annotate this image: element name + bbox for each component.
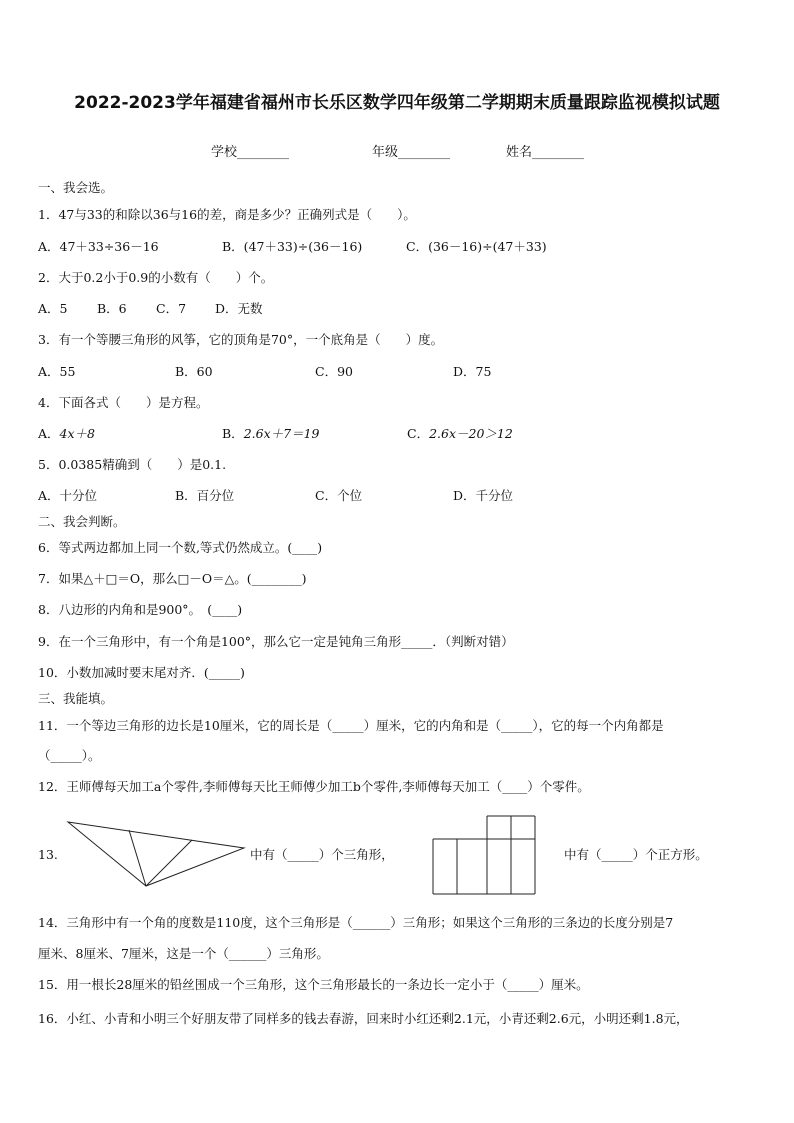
name-field: 姓名________	[506, 145, 585, 160]
question-1-stem: 1．47与33的和除以36与16的差，商是多少？正确列式是（ ）。	[38, 207, 416, 222]
question-2-option-d: D．无数	[215, 301, 263, 316]
question-1-option-a: A．47＋33÷36－16	[38, 239, 159, 254]
question-9: 9．在一个三角形中，有一个角是100°，那么它一定是钝角三角形_____．（判断对错）	[38, 634, 514, 649]
question-5-option-c: C．个位	[315, 488, 363, 503]
equation: 2.6x＋7＝19	[243, 426, 320, 441]
question-4-option-c	[407, 426, 513, 442]
school-field: 学校________	[211, 145, 290, 160]
question-3-option-b: B．60	[175, 364, 213, 379]
question-11-line-2: （_____）。	[38, 748, 101, 763]
option-letter: A．	[38, 426, 60, 441]
question-1-option-c: C．(36－16)÷(47＋33)	[406, 239, 547, 254]
question-3-option-d: D．75	[453, 364, 492, 379]
question-8: 8．八边形的内角和是900°。 (____)	[38, 602, 243, 617]
question-10: 10．小数加减时要末尾对齐．(_____)	[38, 665, 245, 680]
question-15: 15．用一根长28厘米的铅丝围成一个三角形，这个三角形最长的一条边长一定小于（_____）厘米。	[38, 977, 589, 992]
section-heading-choice: 一、我会选。	[38, 180, 114, 195]
squares-figure	[432, 814, 536, 896]
question-1-option-b: B．(47＋33)÷(36－16)	[222, 239, 363, 254]
question-3-stem: 3．有一个等腰三角形的风筝，它的顶角是70°，一个底角是（ ）度。	[38, 332, 444, 347]
question-2-option-c: C．7	[156, 301, 187, 316]
question-4-option-b	[222, 426, 319, 442]
question-16: 16．小红、小青和小明三个好朋友带了同样多的钱去春游，回来时小红还剩2.1元，小青还剩2.6元，小明还剩1.8元，	[38, 1011, 689, 1026]
question-11-line-1: 11．一个等边三角形的边长是10厘米，它的周长是（_____）厘米，它的内角和是（_____），它的每一个内角都是	[38, 718, 664, 733]
option-letter: C．	[407, 426, 430, 441]
question-5-option-d: D．千分位	[453, 488, 514, 503]
triangle-figure	[66, 818, 246, 890]
question-5-option-b: B．百分位	[175, 488, 235, 503]
question-13-triangle-text: 中有（_____）个三角形，	[250, 847, 394, 862]
option-letter: B．	[222, 426, 244, 441]
section-heading-judge: 二、我会判断。	[38, 514, 126, 529]
question-2-option-a: A．5	[38, 301, 68, 316]
question-6: 6．等式两边都加上同一个数,等式仍然成立。(____)	[38, 540, 323, 555]
question-3-option-c: C．90	[315, 364, 353, 379]
question-4-stem: 4．下面各式（ ）是方程。	[38, 395, 209, 410]
question-14-line-1: 14．三角形中有一个角的度数是110度，这个三角形是（______）三角形；如果这个三角形的三条边的长度分别是7	[38, 915, 674, 930]
question-13-square-text: 中有（_____）个正方形。	[564, 847, 708, 862]
question-5-option-a: A．十分位	[38, 488, 98, 503]
question-2-option-b: B．6	[97, 301, 127, 316]
question-14-line-2: 厘米、8厘米、7厘米，这是一个（______）三角形。	[38, 946, 329, 961]
page-title: 2022-2023学年福建省福州市长乐区数学四年级第二学期期末质量跟踪监视模拟试题	[74, 93, 720, 113]
grade-field: 年级________	[372, 145, 451, 160]
question-13-number: 13.	[38, 847, 58, 862]
question-4-option-a	[38, 426, 95, 442]
equation: 4x＋8	[59, 426, 95, 441]
equation: 2.6x－20＞12	[429, 426, 513, 441]
question-5-stem: 5．0.0385精确到（ ）是0.1.	[38, 457, 227, 472]
question-3-option-a: A．55	[38, 364, 76, 379]
question-2-stem: 2．大于0.2小于0.9的小数有（ ）个。	[38, 270, 274, 285]
section-heading-fill: 三、我能填。	[38, 691, 114, 706]
question-7: 7．如果△＋□＝O，那么□－O＝△。(________)	[38, 571, 307, 586]
question-12: 12．王师傅每天加工a个零件,李师傅每天比王师傅少加工b个零件,李师傅每天加工（____）个零件。	[38, 779, 590, 794]
